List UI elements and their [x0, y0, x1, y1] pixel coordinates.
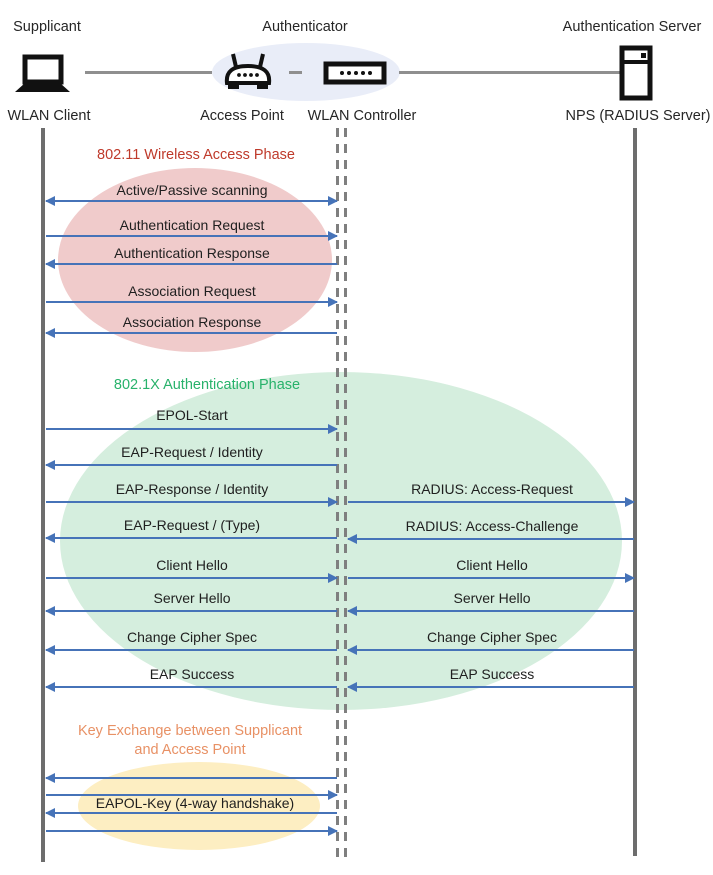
- message-arrow: [46, 428, 337, 430]
- message-arrow: [46, 649, 337, 651]
- device-label-wlan-client: WLAN Client: [7, 108, 91, 124]
- message-label: Server Hello: [153, 590, 231, 606]
- message-label: Authentication Request: [119, 217, 265, 233]
- message-arrow: [348, 501, 634, 503]
- message-label: Authentication Response: [114, 245, 270, 261]
- message-arrow: [348, 649, 634, 651]
- message-label: RADIUS: Access-Request: [411, 481, 573, 497]
- message-label: Change Cipher Spec: [127, 629, 257, 645]
- message-label: EAP-Request / Identity: [121, 444, 263, 460]
- access-point-icon: [219, 52, 277, 92]
- message-arrow: [46, 812, 337, 814]
- message-arrow: [46, 501, 337, 503]
- lifeline-server: [633, 128, 637, 856]
- message-arrow: [46, 830, 337, 832]
- server-icon: [619, 45, 653, 101]
- message-arrow: [46, 464, 337, 466]
- message-arrow: [46, 686, 337, 688]
- message-label: Association Request: [128, 283, 256, 299]
- message-label: EAP Success: [149, 666, 235, 682]
- role-label-supplicant: Supplicant: [13, 19, 81, 35]
- message-label: RADIUS: Access-Challenge: [405, 518, 579, 534]
- message-arrow: [46, 263, 337, 265]
- message-label: Client Hello: [156, 557, 228, 573]
- message-label: Client Hello: [456, 557, 528, 573]
- message-arrow: [46, 200, 337, 202]
- message-label: EAP-Response / Identity: [115, 481, 269, 497]
- phase-ellipse-8021x-auth: [60, 372, 622, 710]
- laptop-icon: [11, 53, 73, 95]
- device-label-wlan-controller: WLAN Controller: [307, 108, 417, 124]
- message-arrow: [348, 610, 634, 612]
- message-arrow: [46, 577, 337, 579]
- message-arrow: [348, 538, 634, 540]
- message-arrow: [46, 610, 337, 612]
- wlan-controller-icon: [323, 61, 387, 85]
- message-label: Change Cipher Spec: [427, 629, 557, 645]
- phase-title-8021x-auth: 802.1X Authentication Phase: [113, 377, 301, 393]
- message-label: EAPOL-Key (4-way handshake): [95, 795, 295, 811]
- role-label-authenticator: Authenticator: [262, 19, 348, 35]
- message-label: Server Hello: [453, 590, 531, 606]
- message-arrow: [348, 577, 634, 579]
- message-arrow: [46, 332, 337, 334]
- device-label-access-point: Access Point: [200, 108, 284, 124]
- lifeline-authenticator-dashed-right: [344, 128, 347, 862]
- message-arrow: [348, 686, 634, 688]
- message-arrow: [46, 537, 337, 539]
- message-label: Active/Passive scanning: [116, 182, 268, 198]
- message-label: EAP Success: [449, 666, 535, 682]
- message-label: Association Response: [122, 314, 262, 330]
- phase-title-80211-access: 802.11 Wireless Access Phase: [97, 147, 295, 163]
- link-line: [399, 71, 621, 74]
- message-label: EAP-Request / (Type): [123, 517, 261, 533]
- link-dash: [289, 71, 302, 74]
- phase-title-key-exchange: Key Exchange between Supplicant and Access Point: [77, 723, 303, 758]
- lifeline-supplicant: [41, 128, 45, 862]
- message-arrow: [46, 777, 337, 779]
- message-arrow: [46, 235, 337, 237]
- message-arrow: [46, 301, 337, 303]
- message-label: EPOL-Start: [156, 407, 228, 423]
- role-label-authentication-server: Authentication Server: [562, 19, 702, 35]
- link-line: [85, 71, 212, 74]
- device-label-nps-radius-server: NPS (RADIUS Server): [565, 108, 711, 124]
